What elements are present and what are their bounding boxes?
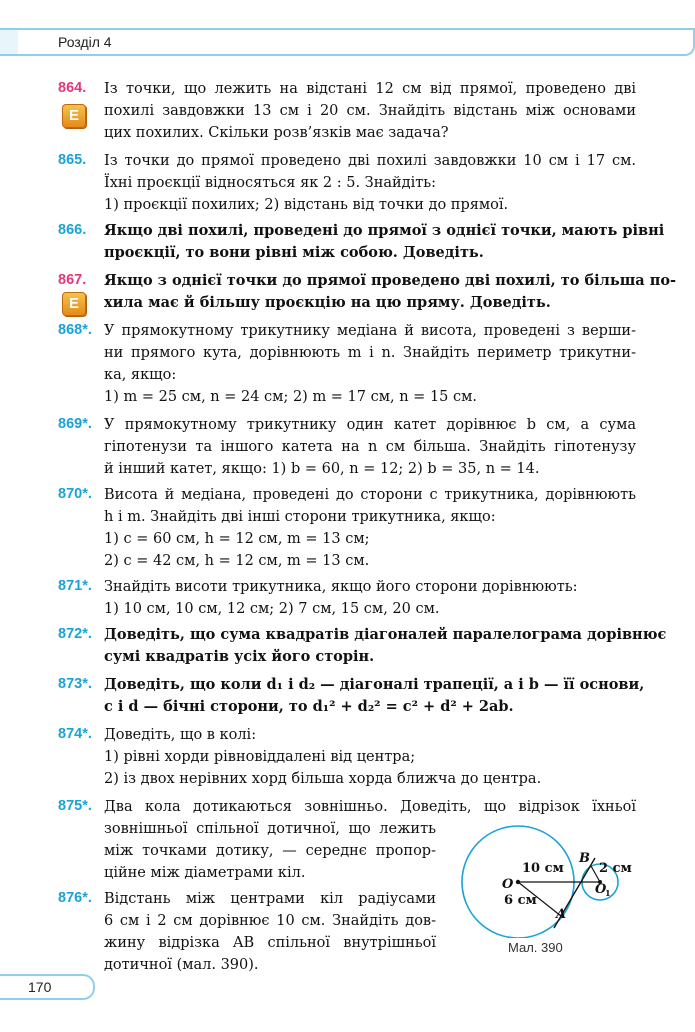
problem-line: Висота й медіана, проведені до сторони c трикутника, дорівнюють <box>104 487 636 503</box>
label-radius-small: 2 см <box>599 861 632 876</box>
problem-line: гіпотенузи та іншого катета на n см більша. Знайдіть гіпотенузу <box>104 439 636 455</box>
problem-line: Доведіть, що коли d₁ і d₂ — діагоналі трапеції, a і b — її основи, <box>104 676 645 693</box>
problem-line: сумі квадратів усіх його сторін. <box>104 648 375 665</box>
problem-line: Два кола дотикаються зовнішньо. Доведіть, що відрізок їхньої <box>104 799 636 815</box>
page-number-tab <box>0 974 95 1000</box>
label-o: O <box>502 877 514 892</box>
problem-number: 871*. <box>58 578 92 594</box>
problem-line: h і m. Знайдіть дві інші сторони трикутника, якщо: <box>104 509 496 525</box>
figure-390 <box>458 822 638 938</box>
problem-number: 875*. <box>58 798 92 814</box>
problem-line: зовнішньої спільної дотичної, що лежить <box>104 821 436 837</box>
problem-number: 869*. <box>58 416 92 432</box>
figure-caption: Мал. 390 <box>508 940 563 955</box>
problem-number: 872*. <box>58 626 92 642</box>
problem-line: Їхні проєкції відносяться як 2 : 5. Знайдіть: <box>104 175 437 191</box>
point-o <box>516 880 520 884</box>
problem-number: 865. <box>58 152 87 168</box>
problem-line: Із точки, що лежить на відстані 12 см від прямої, проведено дві <box>104 81 636 97</box>
problem-line: 2) c = 42 см, h = 12 см, m = 13 см. <box>104 553 370 569</box>
problem-line: Доведіть, що сума квадратів діагоналей паралелограма дорівнює <box>104 626 667 643</box>
problem-line: Знайдіть висоти трикутника, якщо його сторони дорівнюють: <box>104 579 578 595</box>
problem-number: 866. <box>58 222 87 238</box>
problem-line: цих похилих. Скільки розв’язків має задача? <box>104 125 449 141</box>
problem-line: У прямокутному трикутнику один катет дорівнює b см, а сума <box>104 417 636 433</box>
section-header <box>0 28 695 56</box>
header-accent <box>0 30 18 54</box>
problem-line: 1) 10 см, 10 см, 12 см; 2) 7 см, 15 см, 20 см. <box>104 601 440 617</box>
problem-line: Доведіть, що в колі: <box>104 727 257 743</box>
problem-line: ка, якщо: <box>104 367 177 383</box>
problem-line: 1) c = 60 см, h = 12 см, m = 13 см; <box>104 531 370 547</box>
label-b: B <box>579 851 590 866</box>
problem-line: похилі завдовжки 13 см і 20 см. Знайдіть відстань між основами <box>104 103 636 119</box>
difficulty-badge-icon: Е <box>62 292 86 316</box>
problem-line: хила має й більшу проєкцію на цю пряму. Доведіть. <box>104 294 551 311</box>
label-o1: O <box>595 882 607 897</box>
problem-number: 874*. <box>58 726 92 742</box>
problem-line: ни прямого кута, дорівнюють m і n. Знайдіть периметр трикутни- <box>104 345 636 361</box>
label-o1-sub: 1 <box>605 888 611 898</box>
problem-number: 876*. <box>58 890 92 906</box>
problem-line: проєкції, то вони рівні між собою. Доведіть. <box>104 244 484 261</box>
problem-line: Якщо дві похилі, проведені до прямої з однієї точки, мають рівні <box>104 222 665 239</box>
label-a: A <box>556 907 567 922</box>
problem-line: дотичної (мал. 390). <box>104 957 259 973</box>
label-distance: 10 см <box>522 861 564 876</box>
difficulty-badge-icon: Е <box>62 104 86 128</box>
problem-line: 1) рівні хорди рівновіддалені від центра; <box>104 749 416 765</box>
problem-line: c і d — бічні сторони, то d₁² + d₂² = c² + d² + 2ab. <box>104 698 514 715</box>
label-radius-big: 6 см <box>504 893 537 908</box>
problem-line: У прямокутному трикутнику медіана й висота, проведені з верши- <box>104 323 636 339</box>
problem-line: й інший катет, якщо: 1) b = 60, n = 12; 2) b = 35, n = 14. <box>104 461 540 477</box>
problem-number: 870*. <box>58 486 92 502</box>
problem-number: 868*. <box>58 322 92 338</box>
problem-number: 867. <box>58 272 87 288</box>
problem-line: Якщо з однієї точки до прямої проведено дві похилі, то більша по- <box>104 272 677 289</box>
problem-line: Відстань між центрами кіл радіусами <box>104 891 436 907</box>
problem-line: жину відрізка AB спільної внутрішньої <box>104 935 436 951</box>
problem-number: 873*. <box>58 676 92 692</box>
page-number: 170 <box>28 979 52 995</box>
problem-line: ційне між діаметрами кіл. <box>104 865 306 881</box>
problem-line: між точками дотику, — середнє пропор- <box>104 843 436 859</box>
problem-line: Із точки до прямої проведено дві похилі завдовжки 10 см і 17 см. <box>104 153 636 169</box>
problem-line: 1) m = 25 см, n = 24 см; 2) m = 17 см, n = 15 см. <box>104 389 478 405</box>
problem-number: 864. <box>58 80 87 96</box>
problem-line: 2) із двох нерівних хорд більша хорда ближча до центра. <box>104 771 542 787</box>
problem-line: 6 см і 2 см дорівнює 10 см. Знайдіть дов- <box>104 913 436 929</box>
section-title: Розділ 4 <box>58 34 112 50</box>
problem-line: 1) проєкції похилих; 2) відстань від точки до прямої. <box>104 197 509 213</box>
